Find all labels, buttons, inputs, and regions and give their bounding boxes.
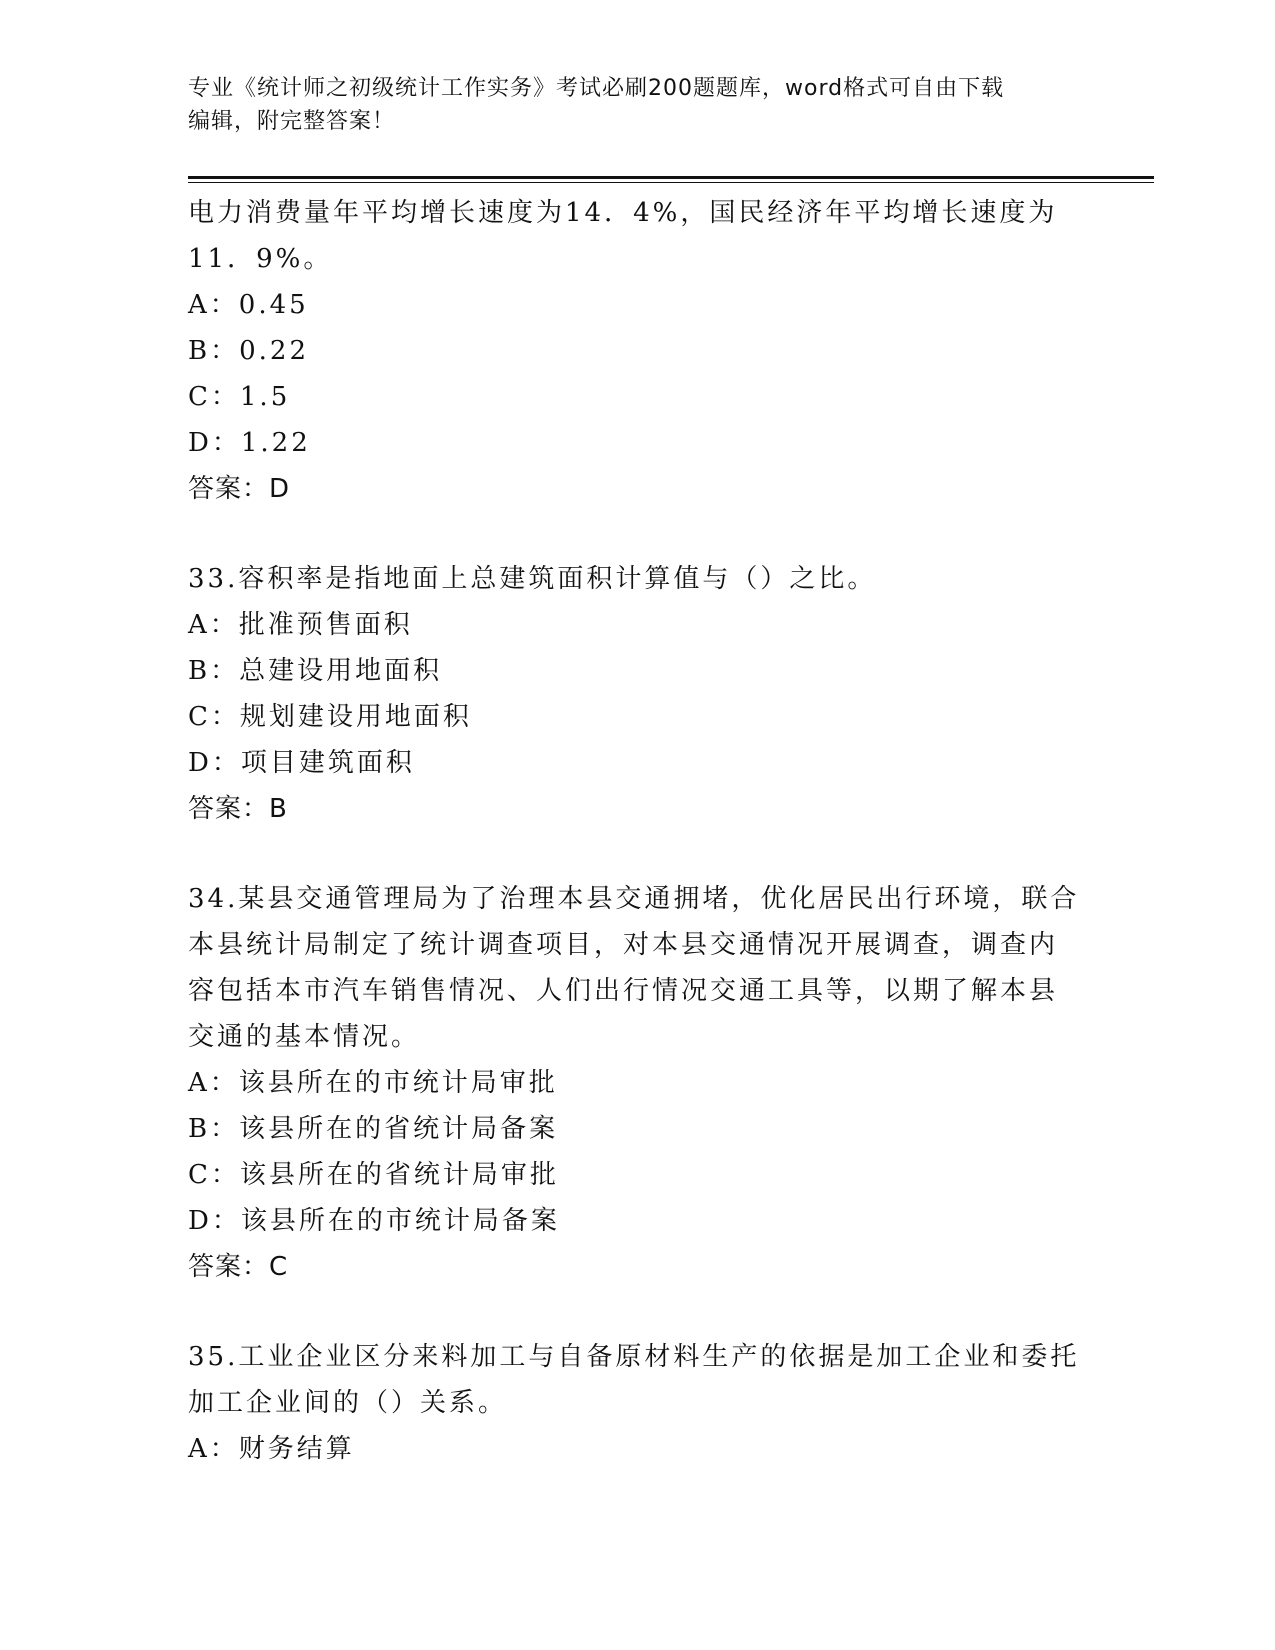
answer-line: 答案：D [188,474,291,504]
option-b: B：总建设用地面积 [188,656,443,686]
option-d: D：1.22 [188,428,311,458]
header-line-1: 专业《统计师之初级统计工作实务》考试必刷200题题库，word格式可自由下载 [188,76,1005,101]
header-divider-thick [188,176,1154,179]
question-text-line: 34.某县交通管理局为了治理本县交通拥堵，优化居民出行环境，联合 [188,884,1080,914]
option-d: D：项目建筑面积 [188,748,415,778]
document-body [188,190,1088,1472]
document-header [188,72,1068,138]
question-32 [188,190,1088,512]
answer-line: 答案：B [188,794,288,824]
option-a: A：0.45 [188,290,309,320]
question-spacer [188,512,1088,556]
option-a: A：该县所在的市统计局审批 [188,1068,558,1098]
option-a: A：财务结算 [188,1434,355,1464]
option-c: C：1.5 [188,382,291,412]
question-35 [188,1334,1088,1472]
header-divider-thin [188,182,1154,183]
option-a: A：批准预售面积 [188,610,413,640]
question-text-line: 容包括本市汽车销售情况、人们出行情况交通工具等，以期了解本县 [188,976,1059,1006]
option-c: C：规划建设用地面积 [188,702,472,732]
option-b: B：0.22 [188,336,309,366]
question-spacer [188,832,1088,876]
question-text-line: 本县统计局制定了统计调查项目，对本县交通情况开展调查，调查内 [188,930,1059,960]
option-c: C：该县所在的省统计局审批 [188,1160,559,1190]
question-33 [188,556,1088,832]
question-text-line: 交通的基本情况。 [188,1022,421,1052]
option-d: D：该县所在的市统计局备案 [188,1206,560,1236]
answer-line: 答案：C [188,1252,289,1282]
question-text-line: 35.工业企业区分来料加工与自备原材料生产的依据是加工企业和委托 [188,1342,1080,1372]
question-text-line: 33.容积率是指地面上总建筑面积计算值与（）之比。 [188,564,877,594]
question-text-line: 加工企业间的（）关系。 [188,1388,508,1418]
question-34 [188,876,1088,1290]
option-b: B：该县所在的省统计局备案 [188,1114,559,1144]
question-spacer [188,1290,1088,1334]
question-text-line: 电力消费量年平均增长速度为14．4%，国民经济年平均增长速度为 [188,198,1058,228]
header-line-2: 编辑，附完整答案！ [188,109,396,134]
question-text-line: 11．9%。 [188,244,333,274]
